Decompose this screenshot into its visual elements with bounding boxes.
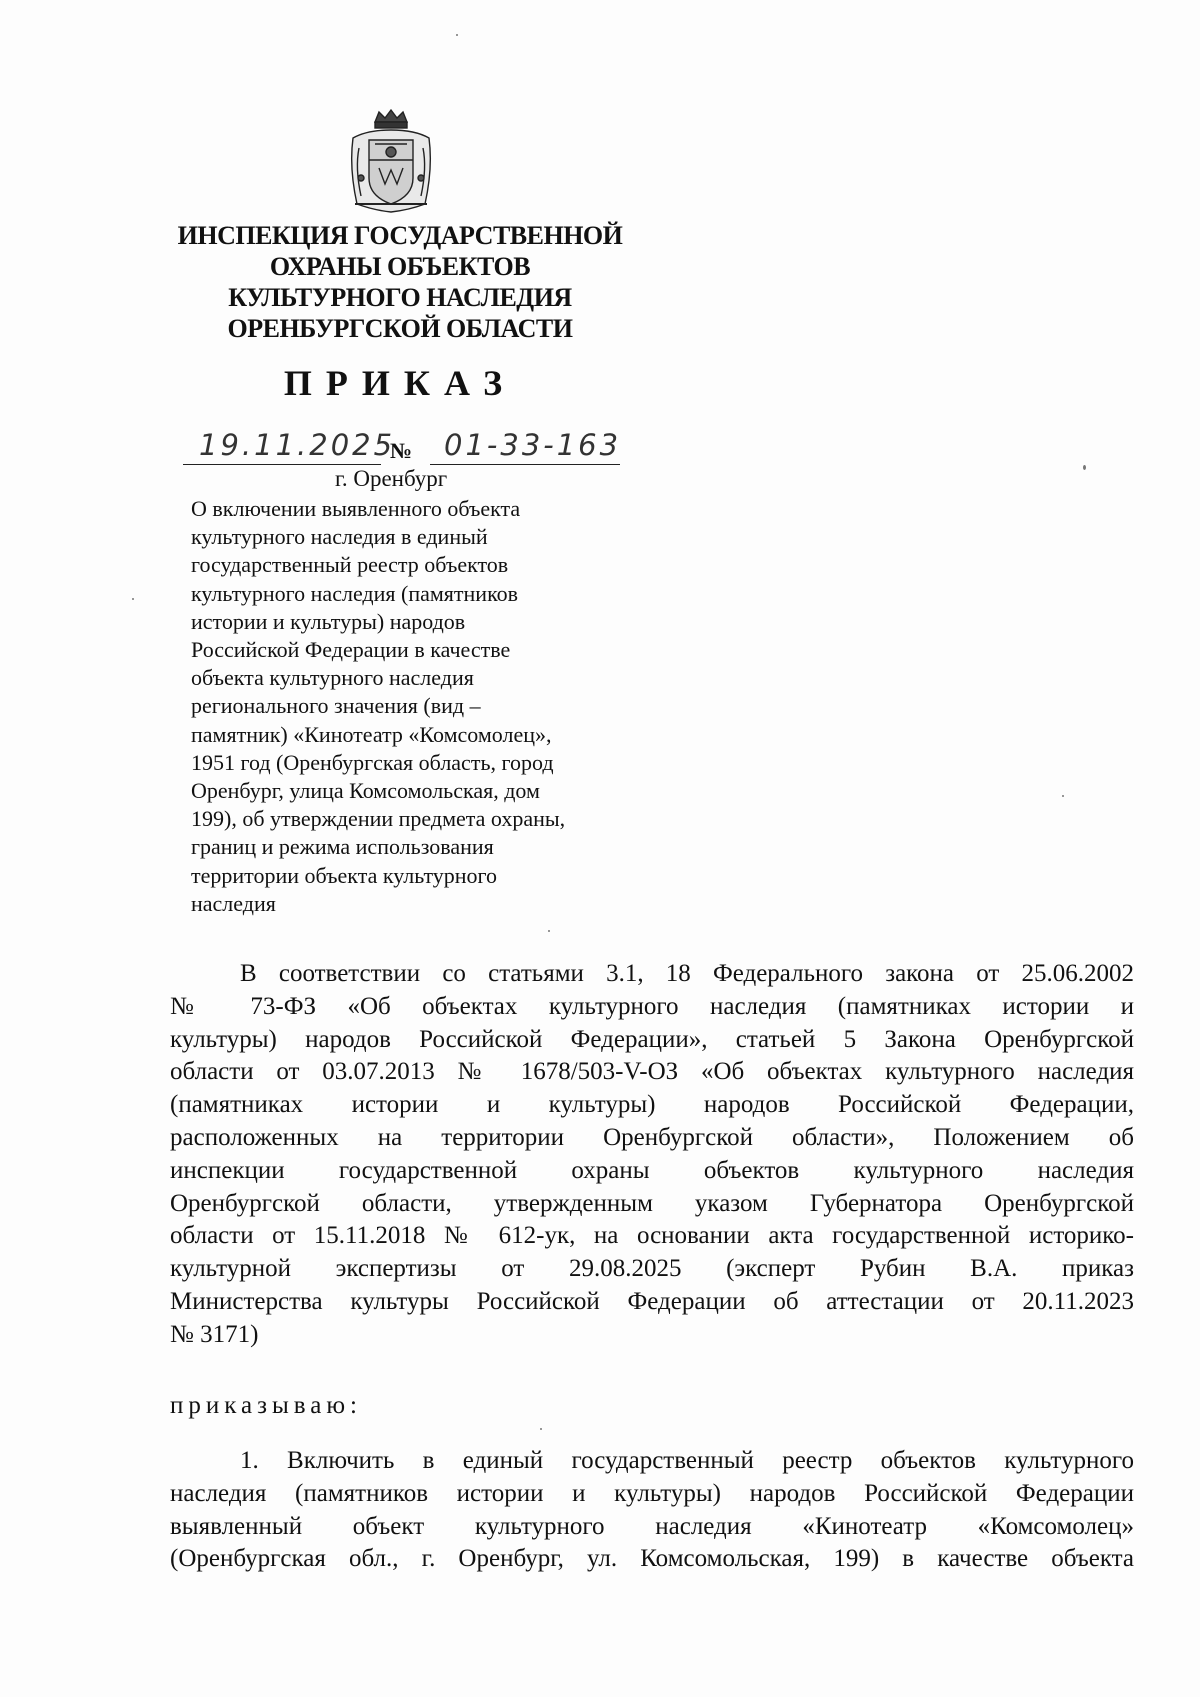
orenburg-coat-of-arms-icon bbox=[345, 108, 437, 214]
scan-speck bbox=[132, 598, 134, 600]
preamble-line: Министерства культуры Российской Федерации об аттестации от 20.11.2023 bbox=[170, 1287, 1134, 1315]
org-line: КУЛЬТУРНОГО НАСЛЕДИЯ bbox=[228, 283, 572, 312]
subject-line: 199), об утверждении предмета охраны, bbox=[191, 806, 566, 832]
preamble-line: инспекции государственной охраны объектов культурного наследия bbox=[170, 1156, 1134, 1184]
subject-line: государственный реестр объектов bbox=[191, 552, 509, 578]
order-subject bbox=[191, 495, 611, 918]
preamble-line: расположенных на территории Оренбургской области», Положением об bbox=[170, 1123, 1134, 1151]
item-line: выявленный объект культурного наследия «Кинотеатр «Комсомолец» bbox=[170, 1512, 1134, 1540]
org-line: ОХРАНЫ ОБЪЕКТОВ bbox=[269, 252, 531, 281]
order-number: 01-33-163 bbox=[444, 428, 622, 462]
subject-line: 1951 год (Оренбургская область, город bbox=[191, 749, 554, 775]
city: г. Оренбург bbox=[335, 466, 448, 491]
order-date: 19.11.2025 bbox=[199, 428, 396, 462]
subject-line: памятник) «Кинотеатр «Комсомолец», bbox=[191, 721, 552, 747]
organization-name bbox=[170, 220, 630, 344]
scan-speck bbox=[1083, 465, 1086, 470]
subject-line: О включении выявленного объекта bbox=[191, 496, 521, 521]
scan-speck bbox=[456, 34, 458, 36]
subject-line: истории и культуры) народов bbox=[191, 608, 466, 634]
preamble-line: (памятниках истории и культуры) народов Российской Федерации, bbox=[170, 1091, 1134, 1119]
subject-line: территории объекта культурного bbox=[191, 862, 498, 888]
subject-line: культурного наследия в единый bbox=[191, 524, 488, 550]
preamble-paragraph bbox=[170, 958, 1134, 1352]
preamble-line: культурной экспертизы от 29.08.2025 (эксперт Рубин В.А. приказ bbox=[170, 1255, 1134, 1283]
order-date-field bbox=[183, 420, 396, 465]
order-item-1 bbox=[170, 1445, 1134, 1576]
preamble-line: культуры) народов Российской Федерации», статьей 5 Закона Оренбургской bbox=[170, 1025, 1134, 1053]
preamble-line: области от 03.07.2013 № 1678/503-V-ОЗ «Об объектах культурного наследия bbox=[170, 1058, 1134, 1086]
item-line: 1. Включить в единый государственный реестр объектов культурного bbox=[240, 1447, 1134, 1474]
preamble-line: № 73-ФЗ «Об объектах культурного наследия (памятниках истории и bbox=[170, 992, 1134, 1020]
subject-line: регионального значения (вид – bbox=[191, 693, 481, 719]
subject-line: наследия bbox=[191, 890, 276, 916]
scan-speck bbox=[548, 930, 550, 932]
subject-line: Российской Федерации в качестве bbox=[191, 637, 511, 663]
preamble-line: Оренбургской области, утвержденным указом Губернатора Оренбургской bbox=[170, 1189, 1134, 1217]
subject-line: культурного наследия (памятников bbox=[191, 580, 519, 606]
item-line: наследия (памятников истории и культуры) народов Российской Федерации bbox=[170, 1479, 1134, 1507]
subject-line: границ и режима использования bbox=[191, 834, 494, 860]
org-line: ИНСПЕКЦИЯ ГОСУДАРСТВЕННОЙ bbox=[177, 221, 623, 250]
preamble-line: В соответствии со статьями 3.1, 18 Федерального закона от 25.06.2002 bbox=[240, 960, 1134, 987]
org-line: ОРЕНБУРГСКОЙ ОБЛАСТИ bbox=[227, 314, 573, 343]
order-number-field bbox=[430, 420, 620, 465]
subject-line: объекта культурного наследия bbox=[191, 665, 474, 691]
preamble-line: № 3171) bbox=[170, 1320, 259, 1348]
item-line: (Оренбургская обл., г. Оренбург, ул. Комсомольская, 199) в качестве объекта bbox=[170, 1545, 1134, 1573]
scan-speck bbox=[540, 1428, 542, 1430]
order-word: приказываю: bbox=[170, 1392, 362, 1419]
number-sign: № bbox=[390, 438, 413, 463]
preamble-line: области от 15.11.2018 № 612-ук, на основании акта государственной историко- bbox=[170, 1222, 1134, 1250]
subject-line: Оренбург, улица Комсомольская, дом bbox=[191, 778, 540, 804]
scan-speck bbox=[1062, 795, 1064, 797]
document-type-title: ПРИКАЗ bbox=[283, 363, 517, 403]
